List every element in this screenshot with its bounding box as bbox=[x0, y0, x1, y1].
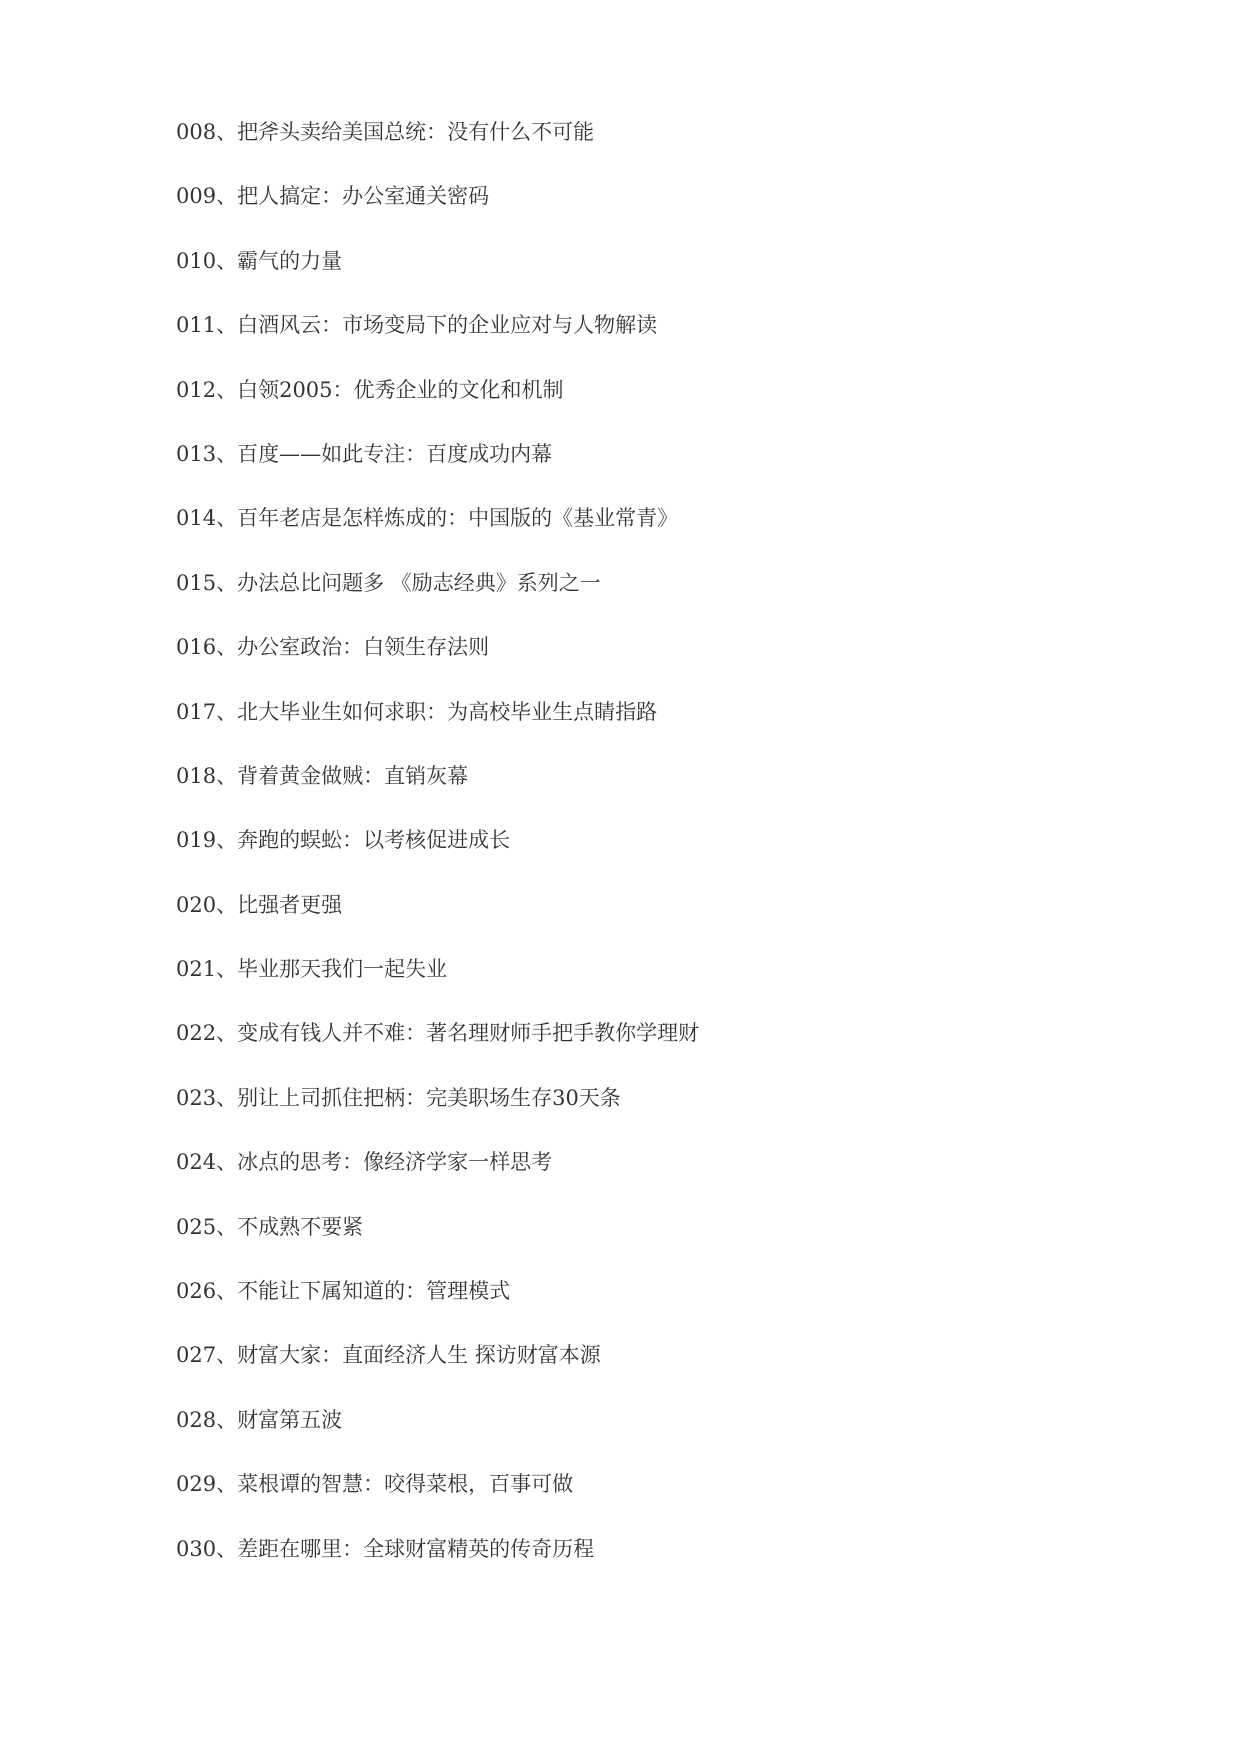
list-item: 022、变成有钱人并不难：著名理财师手把手教你学理财 bbox=[176, 1021, 700, 1046]
list-item: 024、冰点的思考：像经济学家一样思考 bbox=[176, 1150, 553, 1175]
list-item: 016、办公室政治：白领生存法则 bbox=[176, 635, 490, 660]
list-item: 028、财富第五波 bbox=[176, 1407, 343, 1432]
list-item: 019、奔跑的蜈蚣：以考核促进成长 bbox=[176, 828, 511, 853]
list-item: 030、差距在哪里：全球财富精英的传奇历程 bbox=[176, 1536, 595, 1561]
list-item: 013、百度——如此专注：百度成功内幕 bbox=[176, 441, 553, 466]
list-item: 011、白酒风云：市场变局下的企业应对与人物解读 bbox=[176, 313, 658, 338]
list-item: 015、办法总比问题多 《励志经典》系列之一 bbox=[176, 570, 601, 595]
list-item: 023、别让上司抓住把柄：完美职场生存30天条 bbox=[176, 1085, 621, 1110]
list-item: 009、把人搞定：办公室通关密码 bbox=[176, 184, 490, 209]
list-item: 025、不成熟不要紧 bbox=[176, 1214, 364, 1239]
list-item: 029、菜根谭的智慧：咬得菜根，百事可做 bbox=[176, 1472, 574, 1497]
list-item: 021、毕业那天我们一起失业 bbox=[176, 957, 448, 982]
list-item: 026、不能让下属知道的：管理模式 bbox=[176, 1279, 511, 1304]
list-item: 014、百年老店是怎样炼成的：中国版的《基业常青》 bbox=[176, 506, 679, 531]
list-item: 018、背着黄金做贼：直销灰幕 bbox=[176, 763, 469, 788]
list-item: 008、把斧头卖给美国总统：没有什么不可能 bbox=[176, 120, 595, 144]
list-item: 027、财富大家：直面经济人生 探访财富本源 bbox=[176, 1343, 601, 1368]
list-item: 012、白领2005：优秀企业的文化和机制 bbox=[176, 377, 564, 402]
list-item: 017、北大毕业生如何求职：为高校毕业生点睛指路 bbox=[176, 699, 658, 724]
list-item: 010、霸气的力量 bbox=[176, 248, 343, 273]
book-title-list bbox=[176, 120, 699, 1601]
list-item: 020、比强者更强 bbox=[176, 892, 343, 917]
